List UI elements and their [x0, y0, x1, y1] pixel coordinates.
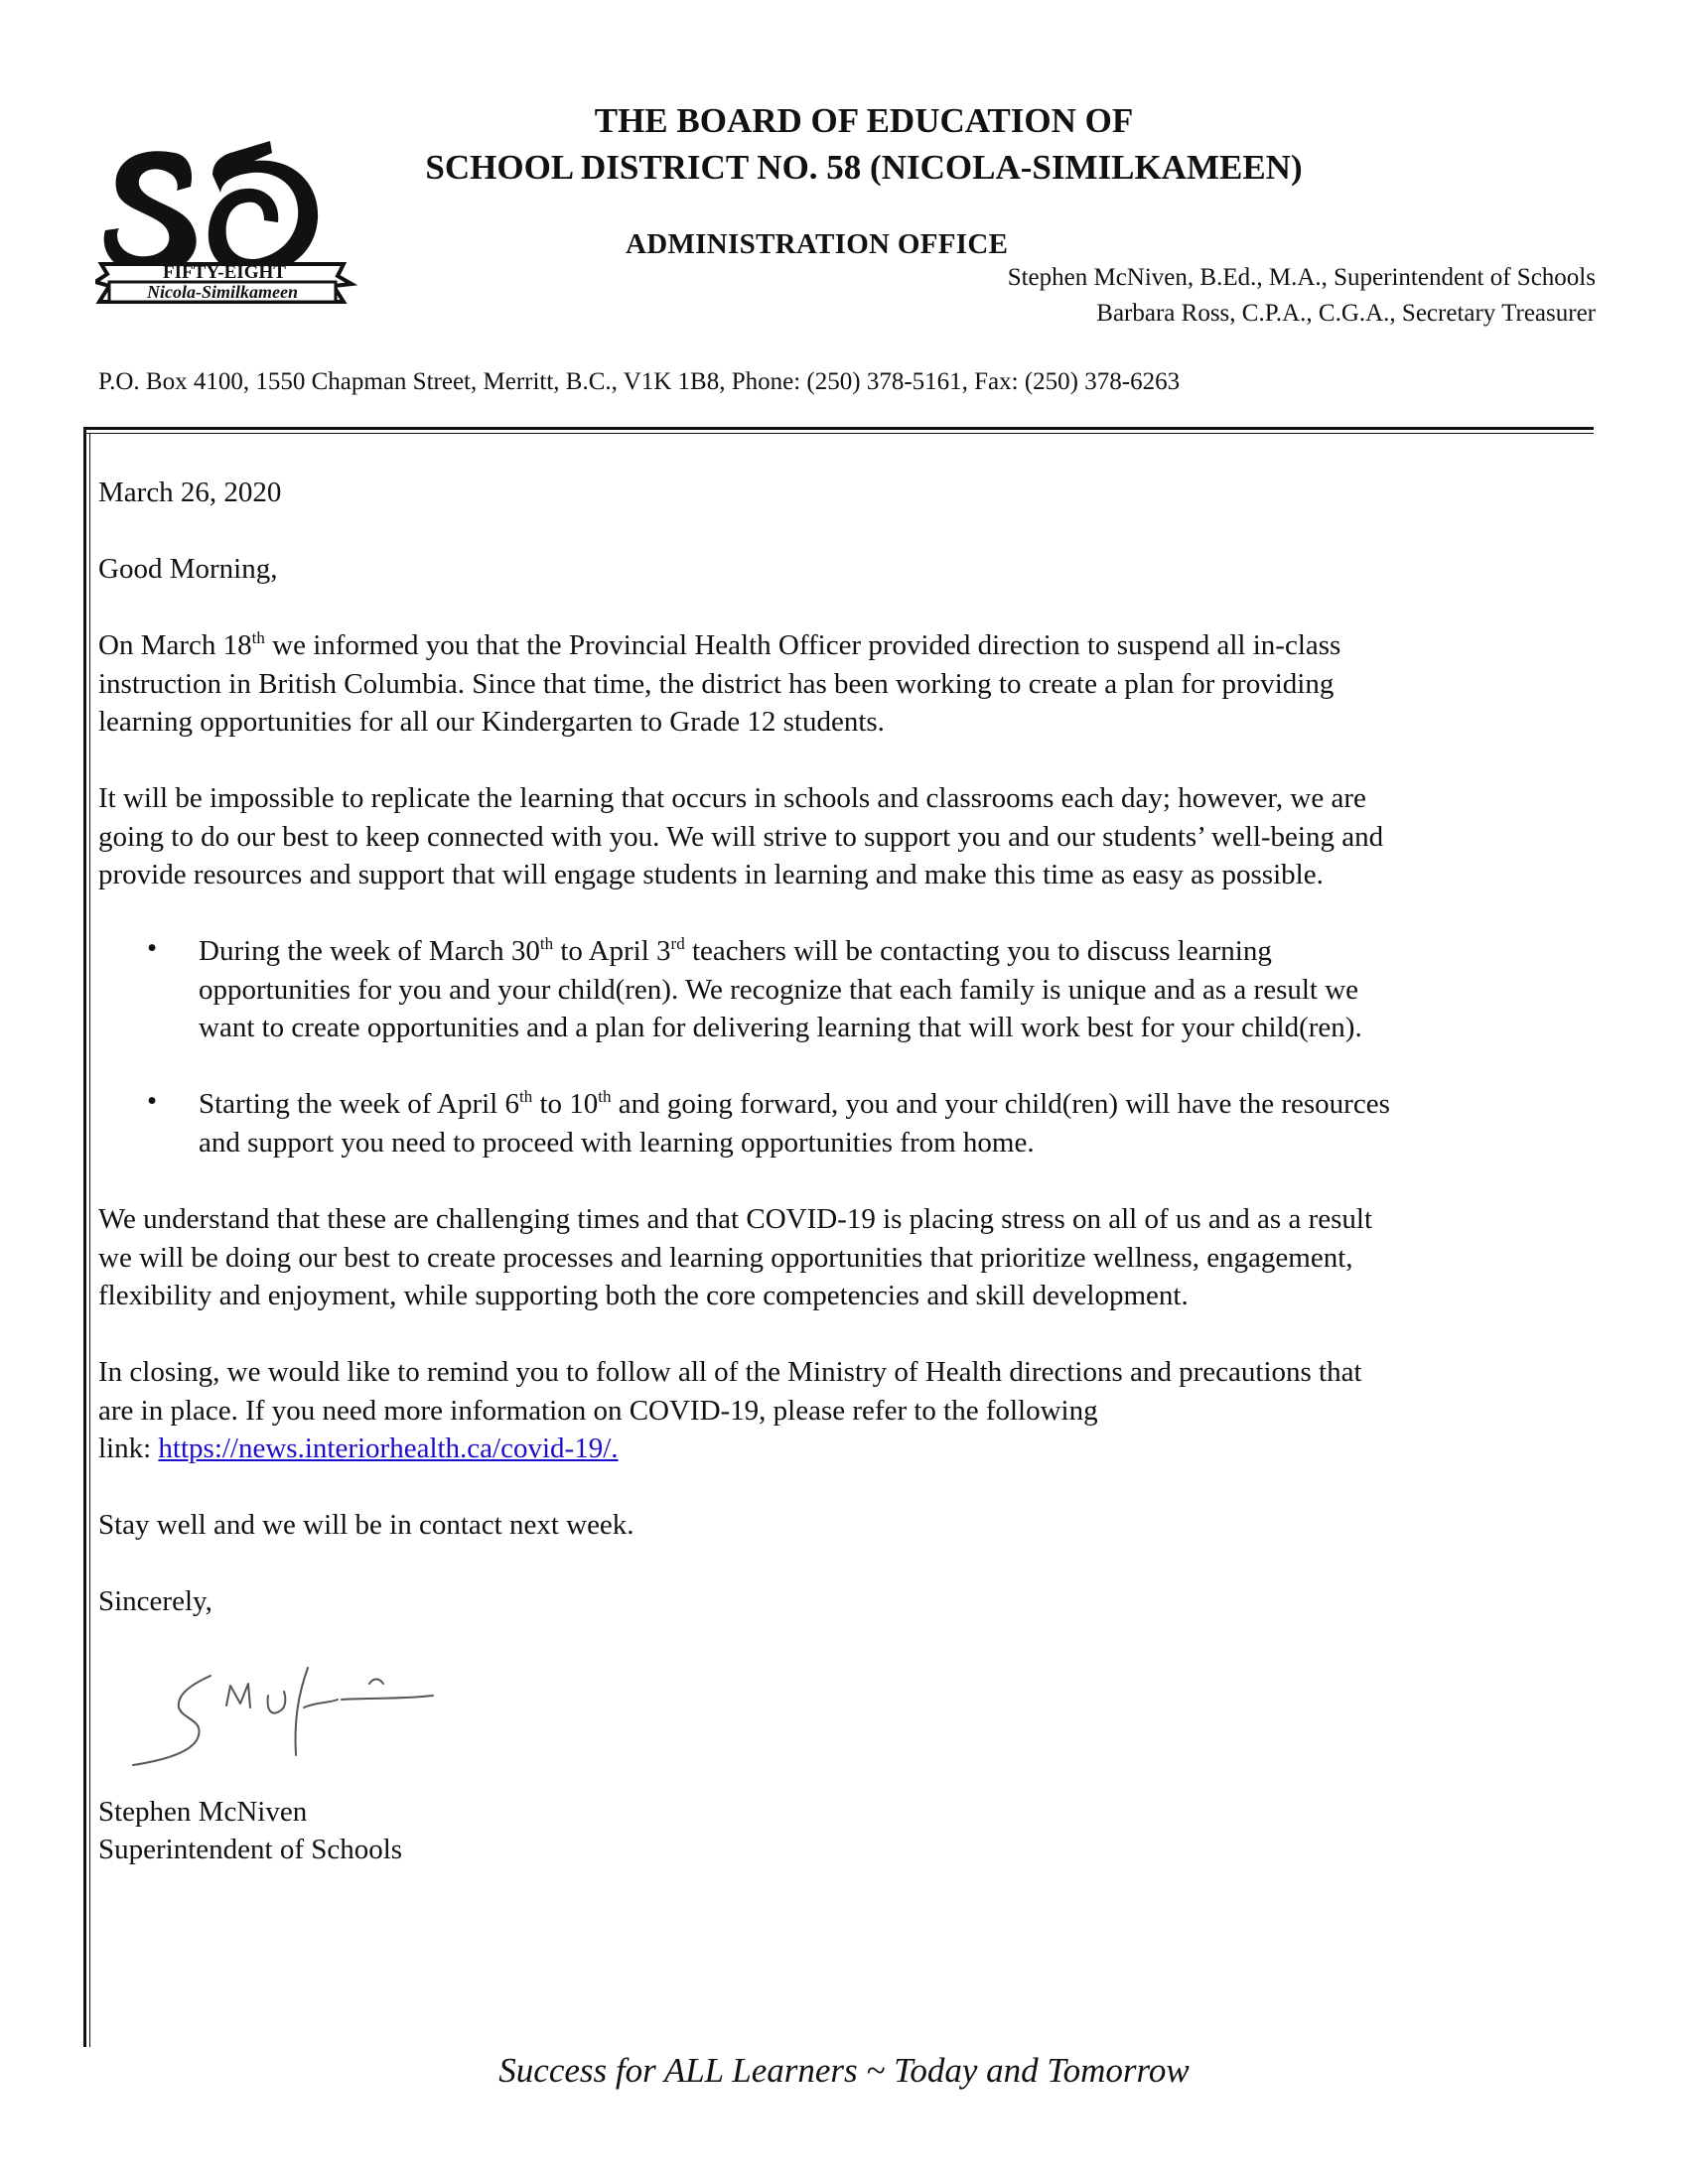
header-divider	[83, 427, 1594, 430]
paragraph-3-line2: we will be doing our best to create processes and learning opportunities that prioritize wellness, engagement,	[98, 1241, 1353, 1274]
paragraph-2-line3: provide resources and support that will engage students in learning and make this time as easy as possible.	[98, 859, 1324, 890]
paragraph-1-line1: On March 18th we informed you that the Provincial Health Officer provided direction to suspend all in-class	[98, 628, 1341, 661]
bullet-1-line2: opportunities for you and your child(ren). We recognize that each family is unique and as a result we	[199, 973, 1359, 1006]
bullet-1-line3: want to create opportunities and a plan for delivering learning that will work best for your child(ren).	[199, 1012, 1362, 1043]
letter-date: March 26, 2020	[98, 477, 282, 508]
paragraph-3	[98, 1200, 1594, 1315]
left-margin-rule	[83, 427, 86, 2047]
left-margin-rule-thin	[89, 433, 90, 2047]
paragraph-2	[98, 779, 1594, 894]
district-logo	[95, 135, 357, 314]
bullet-2-marker: •	[147, 1085, 158, 1117]
bullet-1	[199, 932, 1594, 1047]
bullet-2-line2: and support you need to proceed with learning opportunities from home.	[199, 1126, 1035, 1159]
administration-office-heading: ADMINISTRATION OFFICE	[626, 228, 1009, 260]
paragraph-2-line1: It will be impossible to replicate the learning that occurs in schools and classrooms each day; however, we are	[98, 782, 1366, 814]
letter-closing: Sincerely,	[98, 1585, 212, 1617]
header-divider-thin	[83, 433, 1594, 434]
paragraph-4-line3: link: https://news.interiorhealth.ca/covid-19/.	[98, 1433, 619, 1464]
paragraph-5: Stay well and we will be in contact next week.	[98, 1509, 634, 1541]
bullet-2	[199, 1085, 1594, 1161]
logo-line1: FIFTY-EIGHT	[163, 262, 286, 283]
bullet-1-line1: During the week of March 30th to April 3rd teachers will be contacting you to discuss learning	[199, 934, 1272, 967]
letter-greeting: Good Morning,	[98, 553, 278, 585]
bullet-1-marker: •	[147, 932, 158, 964]
bullet-2-line1: Starting the week of April 6th to 10th and going forward, you and your child(ren) will have the resources	[199, 1087, 1390, 1120]
footer-motto: Success for ALL Learners ~ Today and Tomorrow	[498, 2051, 1190, 2090]
paragraph-1-line2: instruction in British Columbia. Since that time, the district has been working to create a plan for providing	[98, 667, 1335, 700]
signer-title: Superintendent of Schools	[98, 1834, 403, 1865]
handwritten-signature	[119, 1656, 437, 1785]
superintendent-credit: Stephen McNiven, B.Ed., M.A., Superintendent of Schools	[1007, 264, 1596, 291]
board-title-line1: THE BOARD OF EDUCATION OF	[594, 101, 1134, 140]
secretary-treasurer-credit: Barbara Ross, C.P.A., C.G.A., Secretary Treasurer	[1096, 300, 1596, 327]
paragraph-3-line1: We understand that these are challenging times and that COVID-19 is placing stress on all of us and as a result	[98, 1203, 1372, 1235]
signer-name: Stephen McNiven	[98, 1796, 308, 1828]
office-address: P.O. Box 4100, 1550 Chapman Street, Merritt, B.C., V1K 1B8, Phone: (250) 378-5161, Fax: (250) 378-6263	[98, 368, 1181, 395]
board-title-line2: SCHOOL DISTRICT NO. 58 (NICOLA-SIMILKAMEEN)	[425, 148, 1303, 187]
paragraph-4-line1: In closing, we would like to remind you to follow all of the Ministry of Health directions and precautions that	[98, 1356, 1362, 1388]
paragraph-4-line2: are in place. If you need more information on COVID-19, please refer to the following	[98, 1394, 1098, 1427]
logo-line2: Nicola-Similkameen	[147, 282, 298, 302]
paragraph-3-line3: flexibility and enjoyment, while supporting both the core competencies and skill development.	[98, 1280, 1189, 1311]
paragraph-4	[98, 1353, 1594, 1468]
paragraph-1	[98, 626, 1594, 742]
covid-info-link[interactable]: https://news.interiorhealth.ca/covid-19/.	[158, 1433, 619, 1464]
paragraph-2-line2: going to do our best to keep connected with you. We will strive to support you and our students’ well-being and	[98, 820, 1384, 853]
logo-monogram	[104, 141, 318, 274]
paragraph-1-line3: learning opportunities for all our Kindergarten to Grade 12 students.	[98, 706, 885, 738]
